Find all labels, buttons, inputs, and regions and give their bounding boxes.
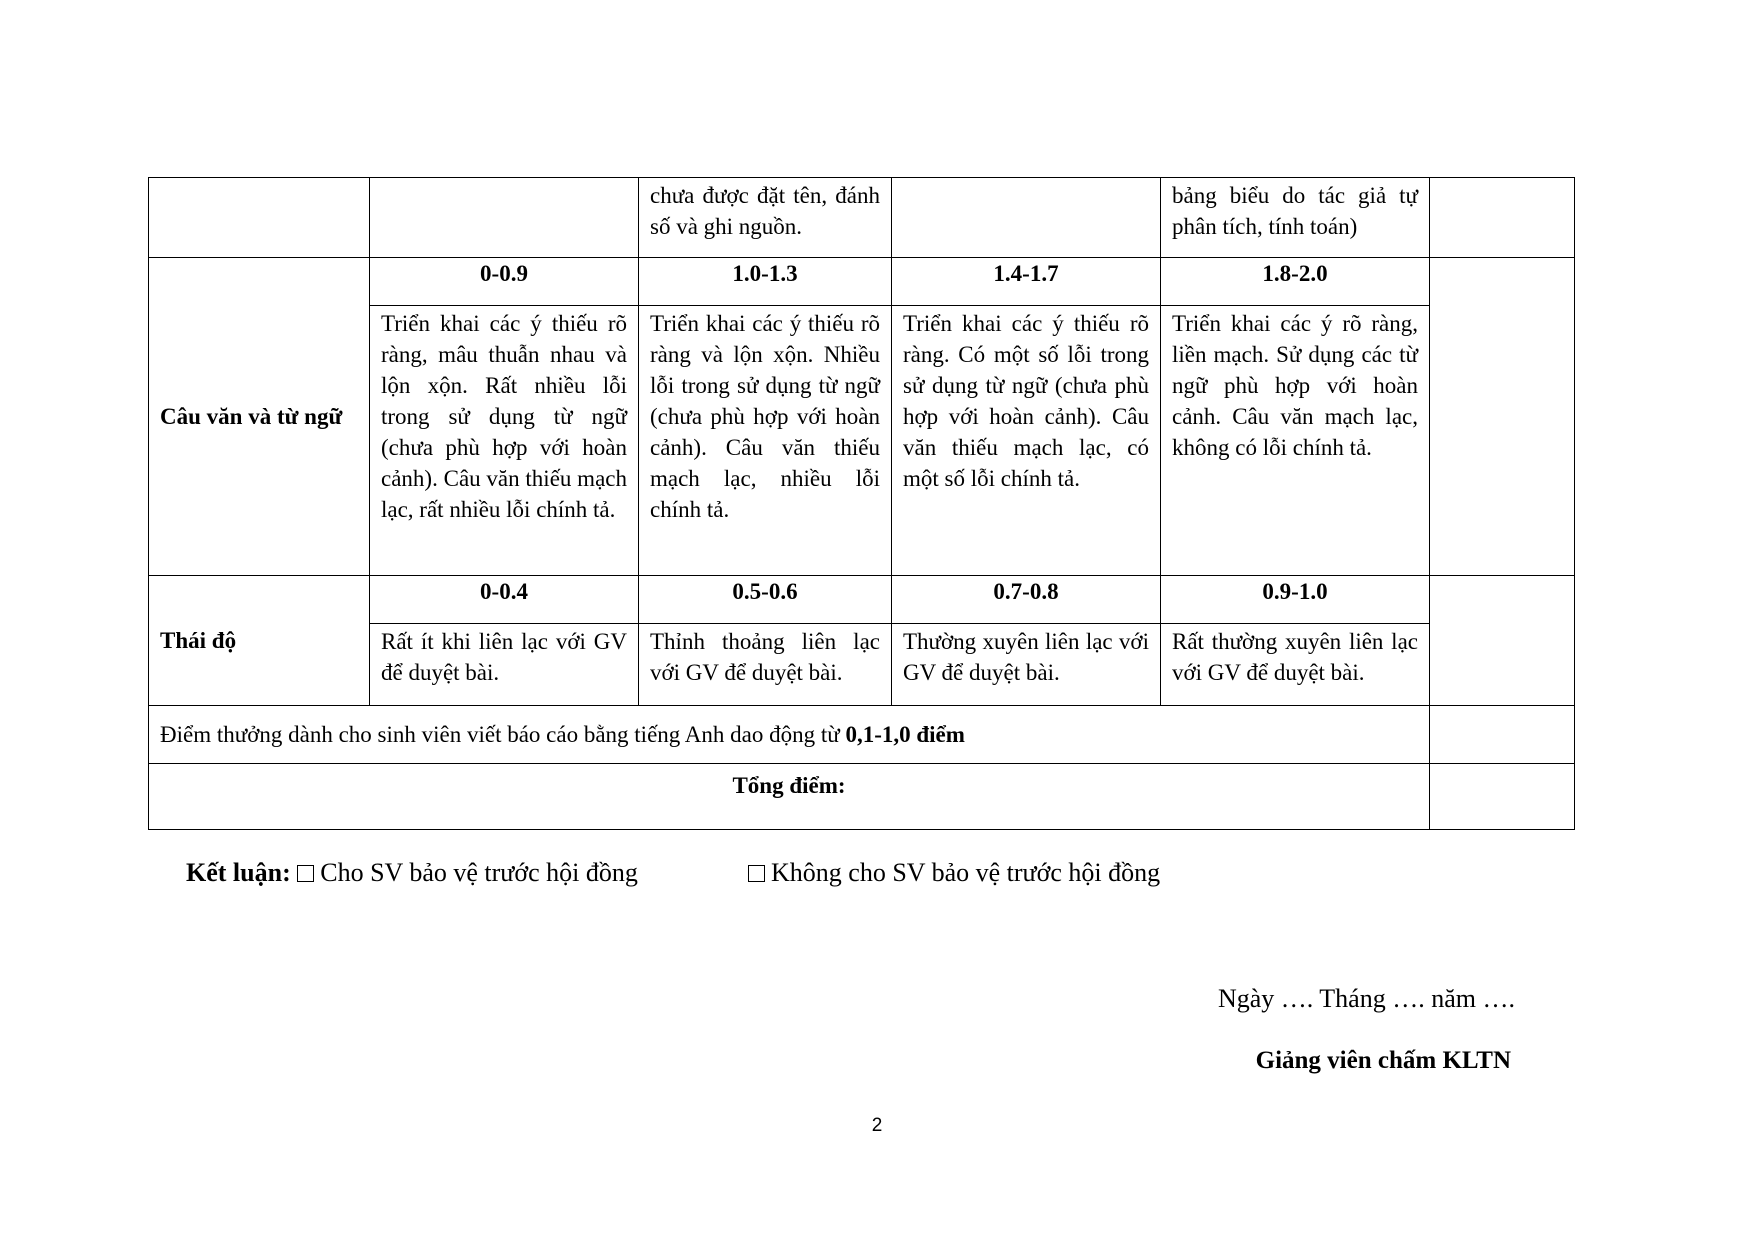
bonus-score-cell [1430,706,1575,764]
score-cell [1430,576,1575,706]
criterion-name: Câu văn và từ ngữ [149,258,370,576]
checkbox-icon[interactable] [748,865,765,882]
empty-cell [892,178,1161,258]
continuation-text: bảng biểu do tác giả tự phân tích, tính toán) [1161,178,1430,258]
score-cell [1430,258,1575,576]
criterion-range-row [149,576,1575,624]
checkbox-icon[interactable] [297,865,314,882]
option-deny-defense-group [748,857,1160,889]
bonus-text: Điểm thưởng dành cho sinh viên viết báo cáo bằng tiếng Anh dao động từ [160,722,846,747]
option-deny-defense: Không cho SV bảo vệ trước hội đồng [771,858,1161,887]
bonus-row [149,706,1575,764]
level-description: Rất thường xuyên liên lạc với GV để duyệt bài. [1161,624,1430,706]
total-score-label: Tổng điểm: [149,764,1430,830]
conclusion-line [186,857,1161,889]
score-range: 1.8-2.0 [1161,258,1430,306]
conclusion-label: Kết luận: [186,858,291,887]
empty-cell [370,178,639,258]
continuation-text: chưa được đặt tên, đánh số và ghi nguồn. [639,178,892,258]
criterion-name: Thái độ [149,576,370,706]
bonus-points-note [149,706,1430,764]
level-description: Thường xuyên liên lạc với GV để duyệt bài. [892,624,1161,706]
score-range: 0.5-0.6 [639,576,892,624]
total-row [149,764,1575,830]
score-range: 1.0-1.3 [639,258,892,306]
continuation-row [149,178,1575,258]
level-description: Triển khai các ý thiếu rõ ràng, mâu thuẫn nhau và lộn xộn. Rất nhiều lỗi trong sử dụng từ ngữ (chưa phù hợp với hoàn cảnh). Câu văn thiếu mạch lạc, rất nhiều lỗi chính tả. [370,306,639,576]
bonus-range: 0,1-1,0 điểm [845,722,965,747]
level-description: Triển khai các ý thiếu rõ ràng. Có một số lỗi trong sử dụng từ ngữ (chưa phù hợp với hoàn cảnh). Câu văn thiếu mạch lạc, có một số lỗi chính tả. [892,306,1161,576]
level-description: Rất ít khi liên lạc với GV để duyệt bài. [370,624,639,706]
score-range: 0.7-0.8 [892,576,1161,624]
score-range: 0-0.4 [370,576,639,624]
criterion-range-row [149,258,1575,306]
empty-cell [149,178,370,258]
level-description: Triển khai các ý rõ ràng, liền mạch. Sử dụng các từ ngữ phù hợp với hoàn cảnh. Câu văn mạch lạc, không có lỗi chính tả. [1161,306,1430,576]
score-range: 0.9-1.0 [1161,576,1430,624]
page-number: 2 [871,1115,883,1136]
grading-rubric-table [148,177,1575,830]
score-cell [1430,178,1575,258]
score-range: 1.4-1.7 [892,258,1161,306]
score-range: 0-0.9 [370,258,639,306]
level-description: Triển khai các ý thiếu rõ ràng và lộn xộn. Nhiều lỗi trong sử dụng từ ngữ (chưa phù hợp với hoàn cảnh). Câu văn thiếu mạch lạc, nhiều lỗi chính tả. [639,306,892,576]
date-line: Ngày …. Tháng …. năm …. [1217,984,1515,1013]
signer-title: Giảng viên chấm KLTN [1255,1047,1511,1074]
level-description: Thỉnh thoảng liên lạc với GV để duyệt bài. [639,624,892,706]
option-allow-defense: Cho SV bảo vệ trước hội đồng [320,858,638,887]
total-score-cell [1430,764,1575,830]
